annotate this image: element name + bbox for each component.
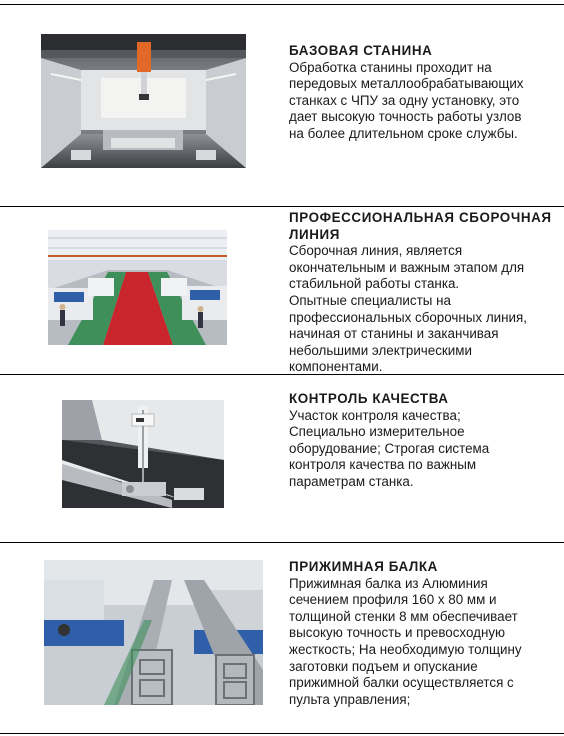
divider-bottom [0, 733, 564, 734]
body-line: небольшими электрическими [289, 342, 472, 358]
body-line: высокую точность и превосходную [289, 625, 506, 641]
body-line: дает высокую точность работы узлов [289, 109, 522, 125]
section-title-line-1: ПРОФЕССИОНАЛЬНАЯ СБОРОЧНАЯ [289, 210, 552, 225]
body-line: начиная от станины и заканчивая [289, 326, 499, 342]
body-line: Прижимная балка из Алюминия [289, 575, 488, 591]
body-line: передовых металлообрабатывающих [289, 76, 524, 92]
body-line: параметрам станка. [289, 473, 414, 489]
body-line: толщиной стенки 8 мм обеспечивает [289, 608, 518, 624]
section-title: КОНТРОЛЬ КАЧЕСТВА [289, 391, 449, 406]
body-line: профессиональных сборочных линия, [289, 309, 527, 325]
divider-1 [0, 206, 564, 207]
cnc-machining-center-photo [41, 34, 246, 168]
body-line: жесткость; На необходимую толщину [289, 641, 522, 657]
body-line: на более длительном сроке службы. [289, 125, 518, 141]
body-line: Обработка станины проходит на [289, 59, 492, 75]
aluminum-beam-profile-photo [44, 560, 263, 705]
body-line: Опытные специалисты на [289, 292, 451, 308]
assembly-line-photo [48, 230, 227, 345]
body-line: окончательным и важным этапом для [289, 259, 525, 275]
section-title: БАЗОВАЯ СТАНИНА [289, 43, 433, 58]
body-line: компонентами. [289, 359, 383, 375]
body-line: стабильной работы станка. [289, 276, 460, 292]
divider-3 [0, 542, 564, 543]
body-line: Сборочная линия, является [289, 243, 463, 259]
body-line: заготовки подъем и опускание [289, 658, 478, 674]
body-line: прижимной балки осуществляется с [289, 675, 514, 691]
height-gauge-measurement-photo [62, 400, 224, 508]
body-line: пульта управления; [289, 691, 411, 707]
body-line: станках с ЧПУ за одну установку, это [289, 92, 520, 108]
body-line: контроля качества по важным [289, 457, 477, 473]
divider-top [0, 4, 564, 5]
body-line: сечением профиля 160 х 80 мм и [289, 592, 497, 608]
body-line: Участок контроля качества; [289, 407, 461, 423]
body-line: Специально измерительное [289, 424, 465, 440]
section-title: ПРИЖИМНАЯ БАЛКА [289, 559, 438, 574]
section-title-line-2: ЛИНИЯ [289, 226, 340, 242]
body-line: оборудование; Строгая система [289, 440, 490, 456]
